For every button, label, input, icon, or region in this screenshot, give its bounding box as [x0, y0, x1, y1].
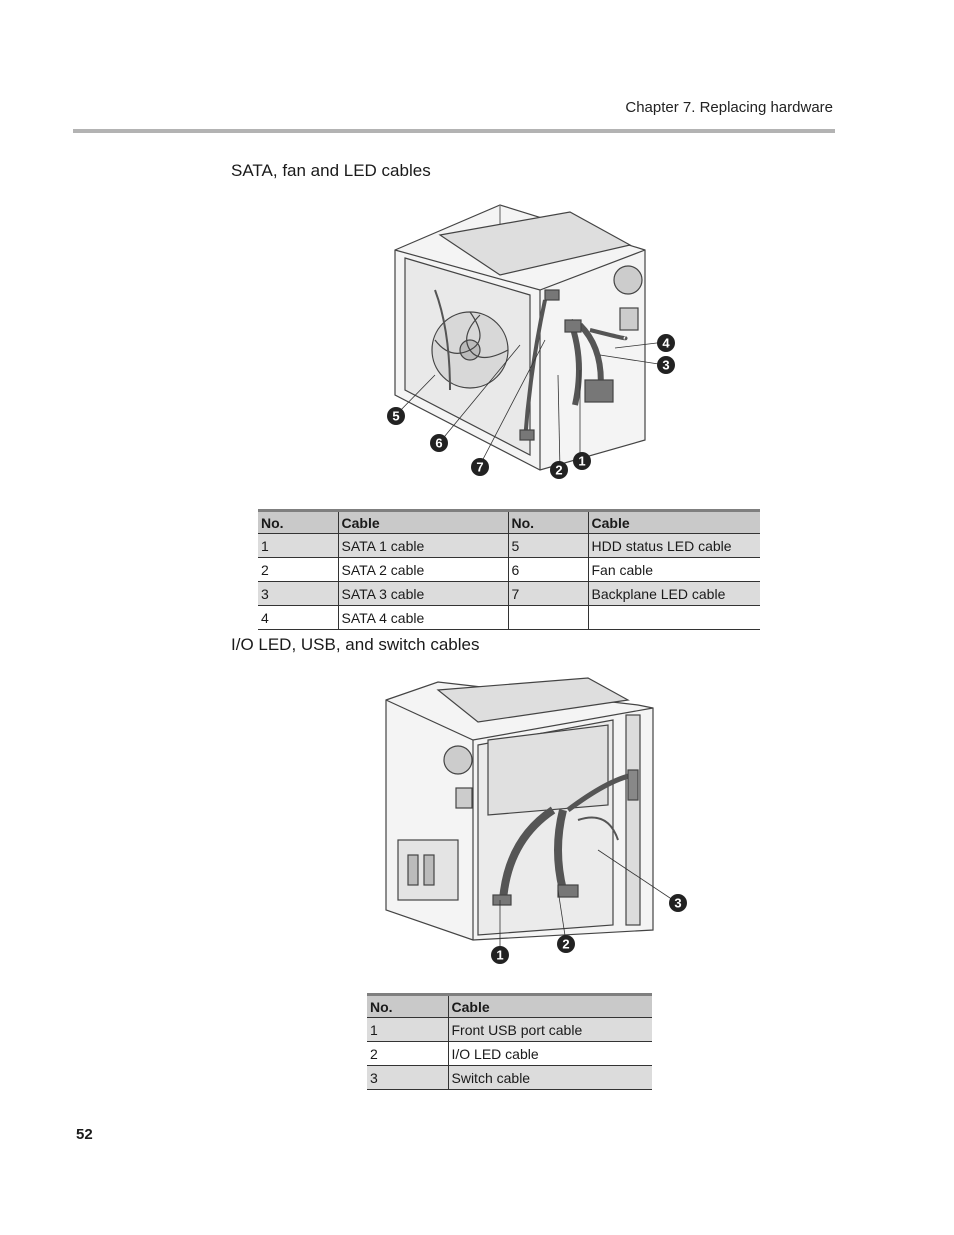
section-heading-sata-fan-led: SATA, fan and LED cables — [231, 161, 431, 180]
table-cell: SATA 1 cable — [338, 534, 508, 558]
callout-marker-4 — [657, 334, 675, 352]
svg-text:5: 5 — [392, 408, 400, 424]
table-row — [258, 582, 760, 606]
table-row — [367, 1018, 652, 1042]
table-cell — [588, 606, 760, 630]
svg-text:7: 7 — [476, 459, 484, 475]
svg-text:4: 4 — [662, 335, 670, 351]
table-cell: 3 — [258, 582, 338, 606]
column-header: No. — [258, 511, 338, 534]
callout-marker-3 — [669, 894, 687, 912]
column-header: Cable — [338, 511, 508, 534]
table-cell: 1 — [367, 1018, 448, 1042]
svg-text:3: 3 — [674, 895, 682, 911]
callout-marker-2 — [557, 935, 575, 953]
table-cell — [508, 606, 588, 630]
svg-text:2: 2 — [555, 462, 563, 478]
table-cell: Fan cable — [588, 558, 760, 582]
io-led-usb-switch-cables-illustration — [378, 660, 696, 972]
page-number: 52 — [76, 1126, 93, 1143]
table-cell: 4 — [258, 606, 338, 630]
io-led-usb-switch-cable-table — [367, 993, 652, 1090]
svg-text:6: 6 — [435, 435, 443, 451]
table-cell: Front USB port cable — [448, 1018, 652, 1042]
table-row — [258, 558, 760, 582]
column-header: Cable — [588, 511, 760, 534]
table-header-row — [258, 511, 760, 534]
callout-marker-2 — [550, 461, 568, 479]
table-cell: 2 — [258, 558, 338, 582]
table-cell: 2 — [367, 1042, 448, 1066]
svg-text:1: 1 — [496, 947, 504, 963]
table-cell: I/O LED cable — [448, 1042, 652, 1066]
column-header: No. — [508, 511, 588, 534]
callout-marker-1 — [491, 946, 509, 964]
column-header: Cable — [448, 995, 652, 1018]
callout-marker-3 — [657, 356, 675, 374]
table-row — [367, 1042, 652, 1066]
callout-marker-6 — [430, 434, 448, 452]
table-cell: Switch cable — [448, 1066, 652, 1090]
table-header-row — [367, 995, 652, 1018]
svg-text:2: 2 — [562, 936, 570, 952]
table-row — [367, 1066, 652, 1090]
callout-marker-1 — [573, 452, 591, 470]
column-header: No. — [367, 995, 448, 1018]
table-cell: HDD status LED cable — [588, 534, 760, 558]
sata-fan-led-cable-table — [258, 509, 760, 630]
table-row — [258, 534, 760, 558]
header-rule — [73, 129, 835, 133]
table-cell: 7 — [508, 582, 588, 606]
svg-text:3: 3 — [662, 357, 670, 373]
table-row — [258, 606, 760, 630]
table-cell: SATA 3 cable — [338, 582, 508, 606]
callout-marker-5 — [387, 407, 405, 425]
table-cell: 6 — [508, 558, 588, 582]
table-cell: SATA 2 cable — [338, 558, 508, 582]
sata-fan-led-cables-illustration — [380, 190, 680, 485]
table-cell: 5 — [508, 534, 588, 558]
callout-marker-7 — [471, 458, 489, 476]
table-cell: 3 — [367, 1066, 448, 1090]
section-heading-io-led-usb-switch: I/O LED, USB, and switch cables — [231, 635, 480, 654]
table-cell: SATA 4 cable — [338, 606, 508, 630]
running-header: Chapter 7. Replacing hardware — [625, 99, 833, 116]
svg-text:1: 1 — [578, 453, 586, 469]
table-cell: 1 — [258, 534, 338, 558]
table-cell: Backplane LED cable — [588, 582, 760, 606]
